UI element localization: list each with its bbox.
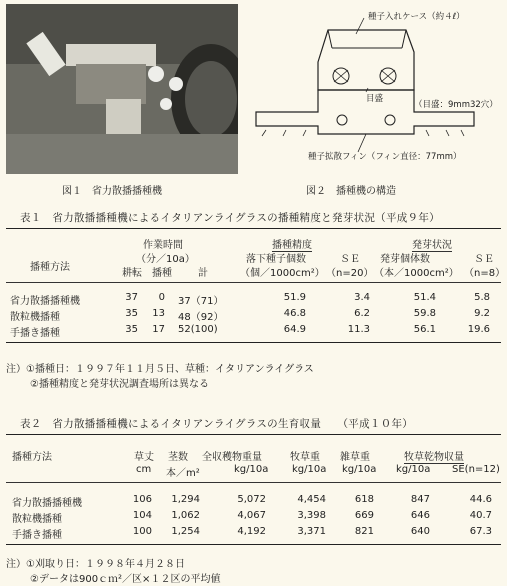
table1-sub-total: 計 <box>198 268 208 279</box>
table2-row-height: 100 <box>132 526 152 537</box>
table2-row-method: 省力散播播種機 <box>12 498 82 509</box>
table2-unit-weed: kg/10a <box>342 464 377 475</box>
table2-col-stems: 茎数 <box>168 452 188 463</box>
table1-row-sow: 0 <box>158 292 165 303</box>
table2-unit-dry: kg/10a <box>396 464 431 475</box>
table1-col-method: 播種方法 <box>30 262 70 273</box>
table1-row-sow: 17 <box>152 324 165 335</box>
table1-row-drop: 64.9 <box>283 324 306 335</box>
scale-detail-label: （目盛：9mm32穴） <box>414 100 498 110</box>
table1-row-se1: 6.2 <box>354 308 370 319</box>
fig2-caption: 図２ 播種機の構造 <box>306 186 396 197</box>
table2-note2: ②データは900ｃｍ²／区×１２区の平均値 <box>30 574 221 585</box>
table2-row-grass: 3,371 <box>297 526 326 537</box>
table2-col-grass: 牧草重 <box>290 452 320 463</box>
table1-row-method: 省力散播播種機 <box>10 296 80 307</box>
table1-col-germ-unit: （本／1000cm²） <box>374 268 459 279</box>
table1-col-drop: 落下種子個数 <box>246 254 306 265</box>
table1-row-method: 散粒機播種 <box>10 312 60 323</box>
table2-unit-se: SE(n=12) <box>452 464 500 475</box>
table1-col-se1: ＳＥ <box>340 254 360 265</box>
table2-row-total: 4,067 <box>237 510 266 521</box>
table1-row-total: 48（92） <box>178 312 224 323</box>
table1-row-till: 37 <box>125 292 138 303</box>
table1-row-till: 35 <box>125 308 138 319</box>
table2-row-se: 44.6 <box>469 494 492 505</box>
table1-note1: 注）①播種日：１９９７年１１月５日、草種：イタリアンライグラス <box>6 364 314 375</box>
table1-group-time: 作業時間 <box>143 240 183 251</box>
table2-row-dry: 640 <box>410 526 430 537</box>
table1-top-rule <box>6 228 501 229</box>
table1-row-sow: 13 <box>152 308 165 319</box>
table1-col-se1-n: （n=20） <box>326 268 374 279</box>
table1-bottom-rule <box>6 342 501 343</box>
table1-group-precision: 播種精度 <box>272 236 312 252</box>
seeder-structure-diagram <box>246 4 504 174</box>
table1-row-drop: 51.9 <box>283 292 306 303</box>
table1-row-till: 35 <box>125 324 138 335</box>
table1-row-se2: 9.2 <box>474 308 490 319</box>
table2-row-height: 106 <box>132 494 152 505</box>
table1-col-se2: ＳＥ <box>474 254 494 265</box>
table1-row-se2: 19.6 <box>467 324 490 335</box>
table2-row-method: 散粒機播種 <box>12 514 62 525</box>
table1-row-germ: 51.4 <box>413 292 436 303</box>
table2-row-weed: 618 <box>354 494 374 505</box>
table1-row-germ: 59.8 <box>413 308 436 319</box>
table2-note1: 注）①刈取り日：１９９８年４月２８日 <box>6 559 185 570</box>
table2-col-method: 播種方法 <box>12 452 52 463</box>
table1-group-germ: 発芽状況 <box>412 236 452 252</box>
table1-group-time-unit: （分／10a） <box>136 254 195 265</box>
table2-unit-total: kg/10a <box>234 464 269 475</box>
table1-col-se2-n: （n=8） <box>464 268 506 279</box>
table1-row-se1: 3.4 <box>354 292 370 303</box>
seed-case-label: 種子入れケース（約４ℓ） <box>368 12 465 22</box>
table1-col-drop-unit: （個／1000cm²） <box>240 268 325 279</box>
table2-header-rule <box>6 482 501 483</box>
table2-col-dry: 牧草乾物収量 <box>404 448 464 464</box>
table2-row-stems: 1,294 <box>171 494 200 505</box>
table1-sub-till: 耕転 <box>122 268 142 279</box>
table2-row-total: 5,072 <box>237 494 266 505</box>
table2-row-dry: 847 <box>410 494 430 505</box>
table2-row-se: 40.7 <box>469 510 492 521</box>
table2-unit-grass: kg/10a <box>292 464 327 475</box>
table1-sub-sow: 播種 <box>152 268 172 279</box>
table1-header-rule <box>6 282 501 283</box>
table2-row-total: 4,192 <box>237 526 266 537</box>
table2-title: 表２ 省力散播播種機によるイタリアンライグラスの生育収量 （平成１０年） <box>20 418 414 430</box>
table1-col-germ: 発芽個体数 <box>380 254 430 265</box>
table2-row-stems: 1,254 <box>171 526 200 537</box>
table1-row-se2: 5.8 <box>474 292 490 303</box>
table2-row-grass: 4,454 <box>297 494 326 505</box>
table1-title: 表１ 省力散播播種機によるイタリアンライグラスの播種精度と発芽状況（平成９年） <box>20 212 440 224</box>
table1-row-drop: 46.8 <box>283 308 306 319</box>
table2-bottom-rule <box>6 544 501 545</box>
table2-row-dry: 646 <box>410 510 430 521</box>
table2-col-total: 全収穫物重量 <box>202 452 262 463</box>
table2-row-weed: 821 <box>354 526 374 537</box>
table2-row-height: 104 <box>132 510 152 521</box>
table1-row-se1: 11.3 <box>347 324 370 335</box>
table2-top-rule <box>6 434 501 435</box>
seeder-photo <box>6 4 238 174</box>
table2-row-se: 67.3 <box>469 526 492 537</box>
table2-unit-stems: 本／m² <box>166 468 200 479</box>
table2-row-weed: 669 <box>354 510 374 521</box>
table1-row-method: 手播き播種 <box>10 328 60 339</box>
table2-row-grass: 3,398 <box>297 510 326 521</box>
fig1-caption: 図１ 省力散播播種機 <box>62 186 162 197</box>
table2-col-weed: 雑草重 <box>340 452 370 463</box>
table2-row-method: 手播き播種 <box>12 530 62 541</box>
table2-unit-height: cm <box>136 464 152 475</box>
table1-row-total: 52(100) <box>178 324 218 335</box>
table2-row-stems: 1,062 <box>171 510 200 521</box>
table1-note2: ②播種精度と発芽状況調査場所は異なる <box>30 379 209 390</box>
scale-label: 目盛 <box>366 94 384 104</box>
table1-row-total: 37（71） <box>178 296 224 307</box>
fin-label: 種子拡散フィン（フィン直径：77mm） <box>308 152 462 162</box>
table1-row-germ: 56.1 <box>413 324 436 335</box>
table2-col-height: 草丈 <box>134 452 154 463</box>
